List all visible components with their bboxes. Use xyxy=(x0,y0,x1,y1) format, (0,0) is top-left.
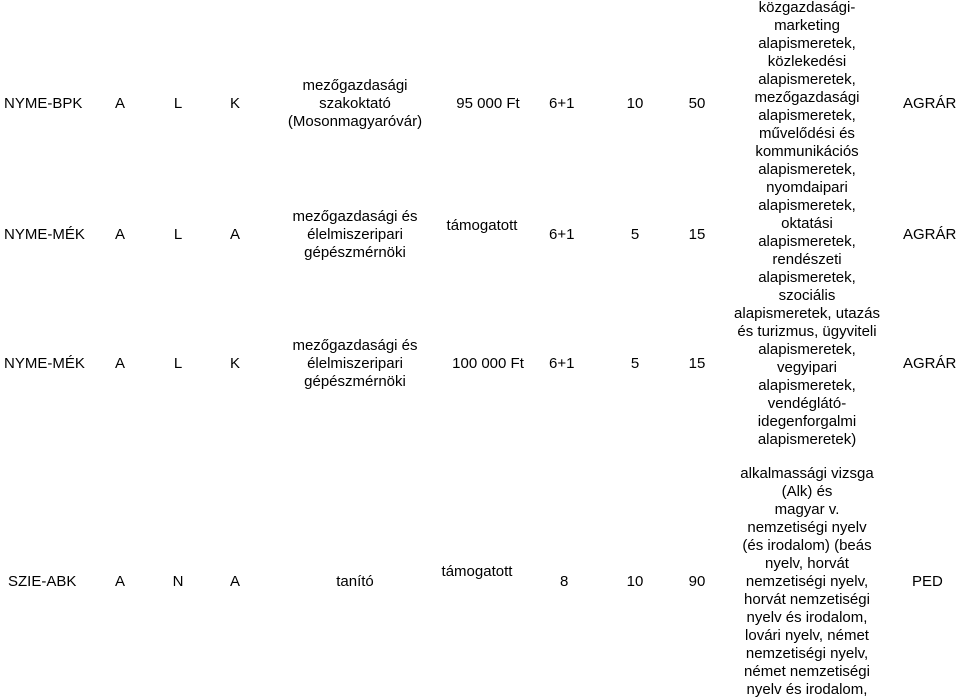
row2-duration: 6+1 xyxy=(549,226,575,243)
row3-program: mezőgazdasági és élelmiszeripari gépészmérnöki xyxy=(292,337,418,390)
row4-flag3: A xyxy=(229,573,240,590)
row1-max: 50 xyxy=(688,95,706,112)
row4-fee: támogatott xyxy=(441,563,513,580)
row2-flag3: A xyxy=(229,226,240,243)
row3-fee: 100 000 Ft xyxy=(452,355,524,372)
row3-flag3: K xyxy=(229,355,240,372)
row3-field: AGRÁR xyxy=(903,355,957,372)
row1-min: 10 xyxy=(626,95,644,112)
row3-flag2: L xyxy=(173,355,183,372)
group2-requirements: alkalmassági vizsga (Alk) és magyar v. nemzetiségi nyelv (és irodalom) (beás nyelv, horvát nemzetiségi nyelv, horvát nemzetiségi nyelv és irodalom, lovári nyelv, német nemzetiségi nyelv, német nemzetiségi nyelv és irodalom, xyxy=(740,465,874,698)
row2-flag2: L xyxy=(173,226,183,243)
row4-code: SZIE-ABK xyxy=(8,573,77,590)
row2-max: 15 xyxy=(688,226,706,243)
row4-min: 10 xyxy=(626,573,644,590)
row4-flag2: N xyxy=(172,573,184,590)
row2-fee: támogatott xyxy=(446,217,518,234)
row1-flag2: L xyxy=(173,95,183,112)
row4-flag1: A xyxy=(114,573,125,590)
row1-program: mezőgazdasági szakoktató (Mosonmagyaróvár) xyxy=(287,77,423,130)
row2-flag1: A xyxy=(114,226,125,243)
row3-max: 15 xyxy=(688,355,706,372)
row1-code: NYME-BPK xyxy=(4,95,83,112)
row3-min: 5 xyxy=(630,355,640,372)
row2-field: AGRÁR xyxy=(903,226,957,243)
row1-flag1: A xyxy=(114,95,125,112)
row2-min: 5 xyxy=(630,226,640,243)
row2-code: NYME-MÉK xyxy=(4,226,85,243)
group1-requirements: közgazdasági- marketing alapismeretek, közlekedési alapismeretek, mezőgazdasági alapismeretek, művelődési és kommunikációs alapismeretek, nyomdaipari alapismeretek, oktatási alapismeretek, rendészeti alapismeretek, szociális alapismeretek, utazás és turizmus, ügyviteli alapismeretek, vegyipari alapismeretek, vendéglátó- idegenforgalmi alapismeretek) xyxy=(734,0,880,448)
row2-program: mezőgazdasági és élelmiszeripari gépészmérnöki xyxy=(292,208,418,261)
row1-fee: 95 000 Ft xyxy=(456,95,520,112)
row4-duration: 8 xyxy=(560,573,569,590)
row4-program: tanító xyxy=(336,573,374,590)
row3-duration: 6+1 xyxy=(549,355,575,372)
row4-field: PED xyxy=(912,573,943,590)
row3-flag1: A xyxy=(114,355,125,372)
row3-code: NYME-MÉK xyxy=(4,355,85,372)
row4-max: 90 xyxy=(688,573,706,590)
row1-duration: 6+1 xyxy=(549,95,575,112)
row1-field: AGRÁR xyxy=(903,95,957,112)
row1-flag3: K xyxy=(229,95,240,112)
